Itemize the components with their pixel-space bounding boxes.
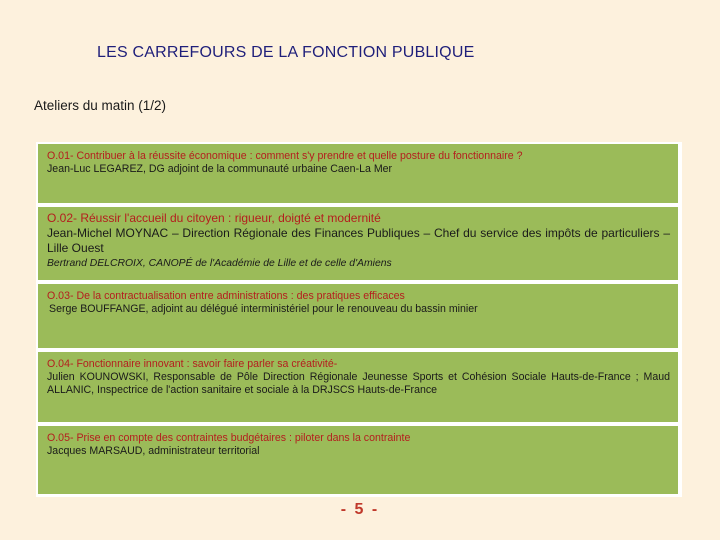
page-number: - 5 - [340,501,380,518]
workshop-card [38,352,678,422]
workshop-speaker: Julien KOUNOWSKI, Responsable de Pôle Direction Régionale Jeunesse Sports et Cohésion Sociale Hauts-de-France ; Maud ALLANIC, Inspectrice de l'action sanitaire et sociale à la DRJSCS Hauts-de-France [47,371,670,396]
workshop-card [38,207,678,280]
page-title: LES CARREFOURS DE LA FONCTION PUBLIQUE [97,44,475,61]
workshops-panel [36,142,682,497]
workshop-speaker: Jean-Luc LEGAREZ, DG adjoint de la communauté urbaine Caen-La Mer [47,163,393,175]
section-subtitle: Ateliers du matin (1/2) [34,98,167,113]
workshop-title: O.01- Contribuer à la réussite économique : comment s'y prendre et quelle posture du fonctionnaire ? [47,150,523,162]
workshop-title: O.05- Prise en compte des contraintes budgétaires : piloter dans la contrainte [47,432,411,444]
workshop-speaker: Jean-Michel MOYNAC – Direction Régionale des Finances Publiques – Chef du service des impôts de particuliers – Lille Ouest [47,226,670,255]
workshop-card [38,426,678,494]
workshop-title: O.04- Fonctionnaire innovant : savoir faire parler sa créativité- [47,358,338,370]
workshop-speaker: Jacques MARSAUD, administrateur territorial [47,445,260,457]
workshop-speaker-secondary: Bertrand DELCROIX, CANOPÉ de l'Académie de Lille et de celle d'Amiens [47,258,392,269]
workshop-title: O.03- De la contractualisation entre administrations : des pratiques efficaces [47,290,405,302]
workshop-title: O.02- Réussir l'accueil du citoyen : rigueur, doigté et modernité [47,211,381,225]
workshop-card [38,284,678,348]
workshop-card [38,144,678,203]
workshop-speaker: Serge BOUFFANGE, adjoint au délégué interministériel pour le renouveau du bassin minier [49,303,478,315]
